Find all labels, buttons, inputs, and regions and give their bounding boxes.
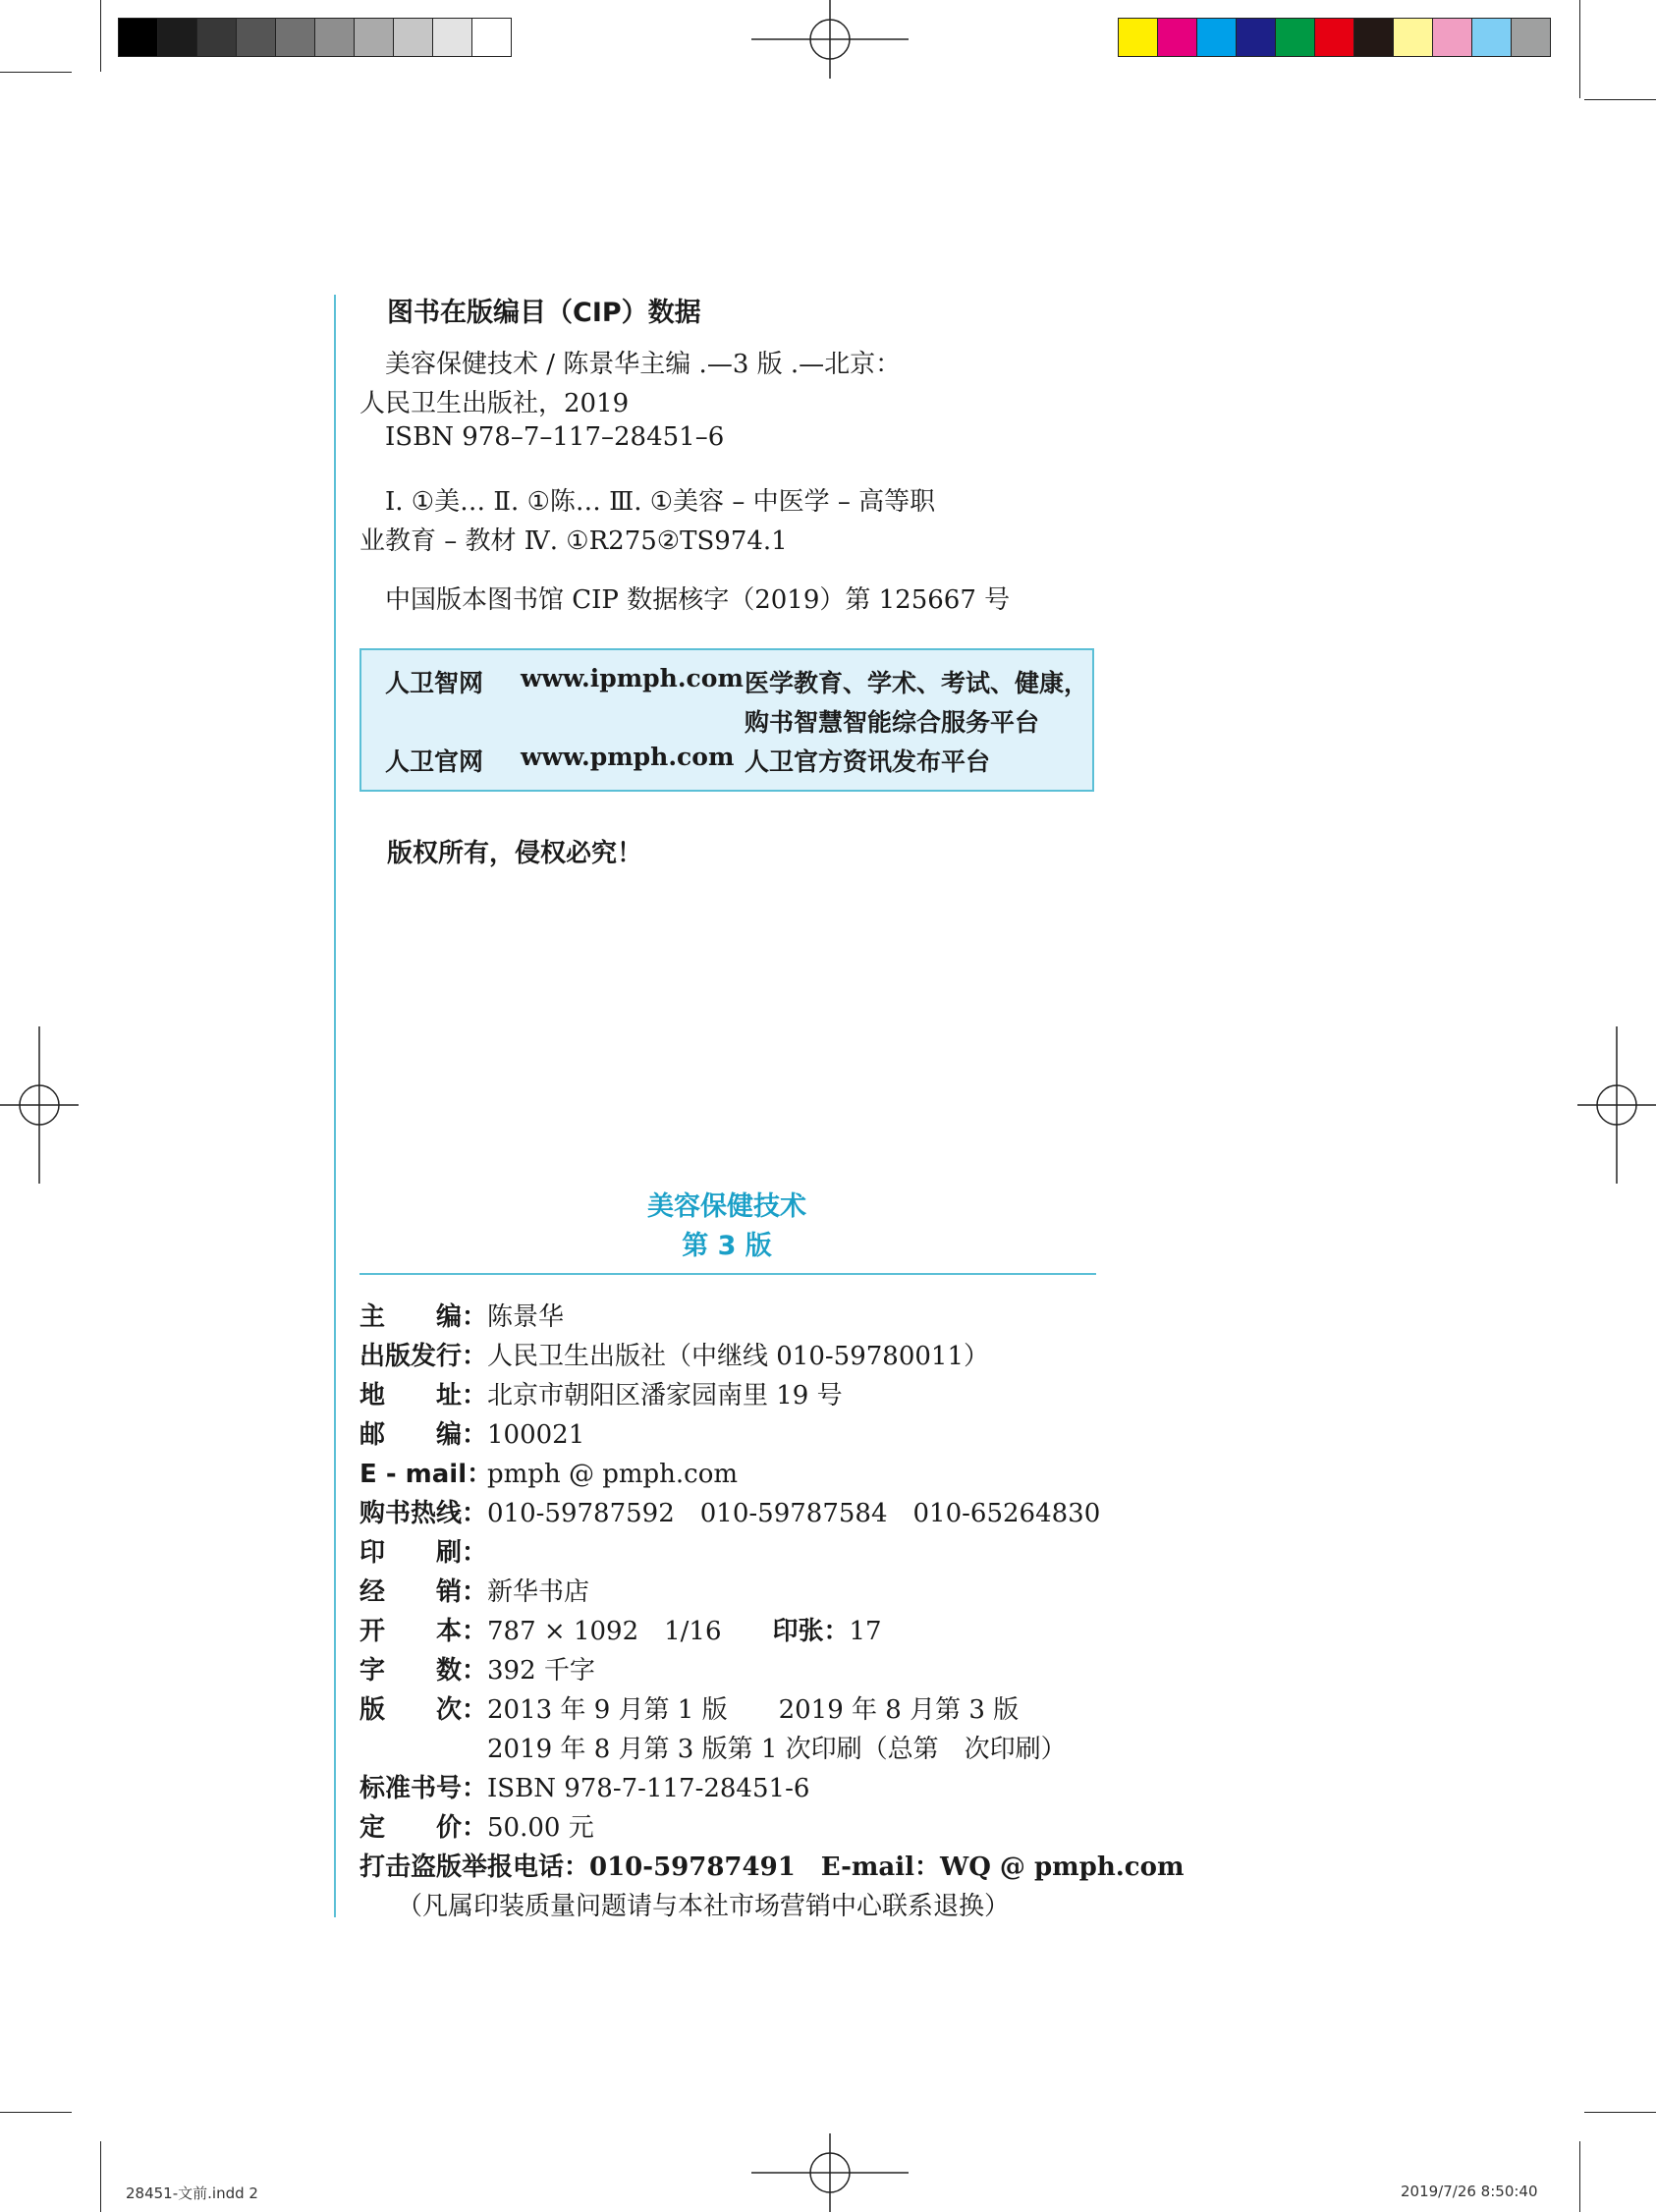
hotline-row [359,1493,1100,1529]
left-margin-rule [334,295,336,1917]
color-swatch-10 [1472,19,1512,56]
book-title: 美容保健技术 [647,1191,806,1222]
edition-value-b: 2019 年 8 月第 3 版第 1 次印刷（总第 次印刷） [487,1735,1067,1764]
site-desc-1a: 医学教育、学术、考试、健康， [745,669,1089,697]
grayscale-color-bar [118,18,512,57]
gray-swatch-9 [433,19,472,56]
sheets-label: 印张： [772,1617,850,1646]
cip-heading: 图书在版编目（CIP）数据 [387,298,701,328]
format-row [359,1611,882,1647]
color-swatch-1 [1119,19,1158,56]
cip-isbn-line: ISBN 978–7–117–28451–6 [385,422,725,452]
email-row [359,1454,738,1490]
price-row [359,1807,594,1844]
isbn-row [359,1768,809,1804]
edition-row [359,1689,1019,1726]
site-desc-1b: 购书智慧智能综合服务平台 [745,708,1040,737]
gray-swatch-6 [315,19,355,56]
gray-swatch-7 [355,19,394,56]
hotline-label: 购书热线： [359,1499,488,1528]
hotline-value: 010-59787592 010-59787584 010-65264830 [487,1499,1101,1528]
price-value: 50.00 元 [487,1813,594,1843]
format-label: 开 本： [359,1617,488,1646]
isbn-value: ISBN 978-7-117-28451-6 [487,1774,810,1803]
website-info-box [359,648,1094,792]
publisher-label: 出版发行： [359,1342,488,1371]
gray-swatch-3 [197,19,237,56]
edition-row-2 [487,1729,1067,1765]
process-color-bar [1118,18,1551,57]
editor-row [359,1297,564,1333]
color-swatch-3 [1197,19,1237,56]
dealer-label: 经 销： [359,1577,488,1607]
cip-classification-line-1: Ⅰ. ①美… Ⅱ. ①陈… Ⅲ. ①美容 – 中医学 – 高等职 [385,487,936,517]
color-swatch-9 [1433,19,1472,56]
title-divider [359,1273,1096,1275]
color-swatch-2 [1158,19,1197,56]
copyright-notice: 版权所有，侵权必究！ [387,839,643,868]
printer-label: 印 刷： [359,1538,488,1568]
postcode-row [359,1414,584,1451]
cip-line-2: 人民卫生出版社，2019 [359,389,630,418]
postcode-label: 邮 编： [359,1420,488,1450]
gray-swatch-10 [472,19,511,56]
address-row [359,1375,843,1411]
sheets-value: 17 [849,1617,882,1646]
gray-swatch-4 [237,19,276,56]
color-swatch-5 [1276,19,1315,56]
address-label: 地 址： [359,1381,488,1410]
publisher-row [359,1336,989,1372]
words-value: 392 千字 [487,1656,595,1686]
color-swatch-4 [1237,19,1276,56]
gray-swatch-2 [158,19,197,56]
color-swatch-7 [1354,19,1394,56]
site-desc-2: 人卫官方资讯发布平台 [745,747,991,776]
gray-swatch-8 [394,19,433,56]
words-row [359,1650,595,1687]
registration-mark-right [1577,1026,1656,1184]
gray-swatch-1 [119,19,158,56]
editor-label: 主 编： [359,1302,488,1332]
piracy-report-line: 打击盗版举报电话：010-59787491 E-mail：WQ @ pmph.com [359,1853,1185,1882]
address-value: 北京市朝阳区潘家园南里 19 号 [487,1381,843,1410]
return-policy-line: （凡属印装质量问题请与本社市场营销中心联系退换） [397,1892,1011,1921]
isbn-label: 标准书号： [359,1774,488,1803]
file-slug: 28451-文前.indd 2 [126,2184,258,2202]
publisher-value: 人民卫生出版社（中继线 010-59780011） [487,1342,990,1371]
gray-swatch-5 [276,19,315,56]
editor-value: 陈景华 [487,1302,565,1332]
registration-mark-bottom [751,2133,909,2212]
email-value[interactable]: pmph @ pmph.com [487,1460,739,1489]
site-name-1: 人卫智网 [385,669,484,697]
timestamp-slug: 2019/7/26 8:50:40 [1401,2183,1538,2200]
color-swatch-8 [1394,19,1433,56]
site-url-2[interactable]: www.pmph.com [521,743,735,771]
format-value: 787 × 1092 1/16 [487,1617,722,1646]
color-swatch-6 [1315,19,1354,56]
registration-mark-top [751,0,909,79]
postcode-value: 100021 [487,1420,585,1450]
dealer-value: 新华书店 [487,1577,590,1607]
price-label: 定 价： [359,1813,488,1843]
cip-line-1: 美容保健技术 / 陈景华主编 .—3 版 .—北京： [385,350,902,379]
email-label: E - mail： [359,1460,493,1489]
edition-label: 版 次： [359,1695,488,1725]
site-name-2: 人卫官网 [385,747,484,776]
words-label: 字 数： [359,1656,488,1686]
book-edition: 第 3 版 [682,1231,772,1261]
color-swatch-11 [1512,19,1550,56]
registration-mark-left [0,1026,79,1184]
dealer-row [359,1572,589,1608]
site-url-1[interactable]: www.ipmph.com [521,664,744,692]
printer-row [359,1532,487,1569]
cip-record-number: 中国版本图书馆 CIP 数据核字（2019）第 125667 号 [385,585,1011,615]
cip-classification-line-2: 业教育 – 教材 Ⅳ. ①R275②TS974.1 [359,526,788,556]
edition-value-a: 2013 年 9 月第 1 版 2019 年 8 月第 3 版 [487,1695,1020,1725]
